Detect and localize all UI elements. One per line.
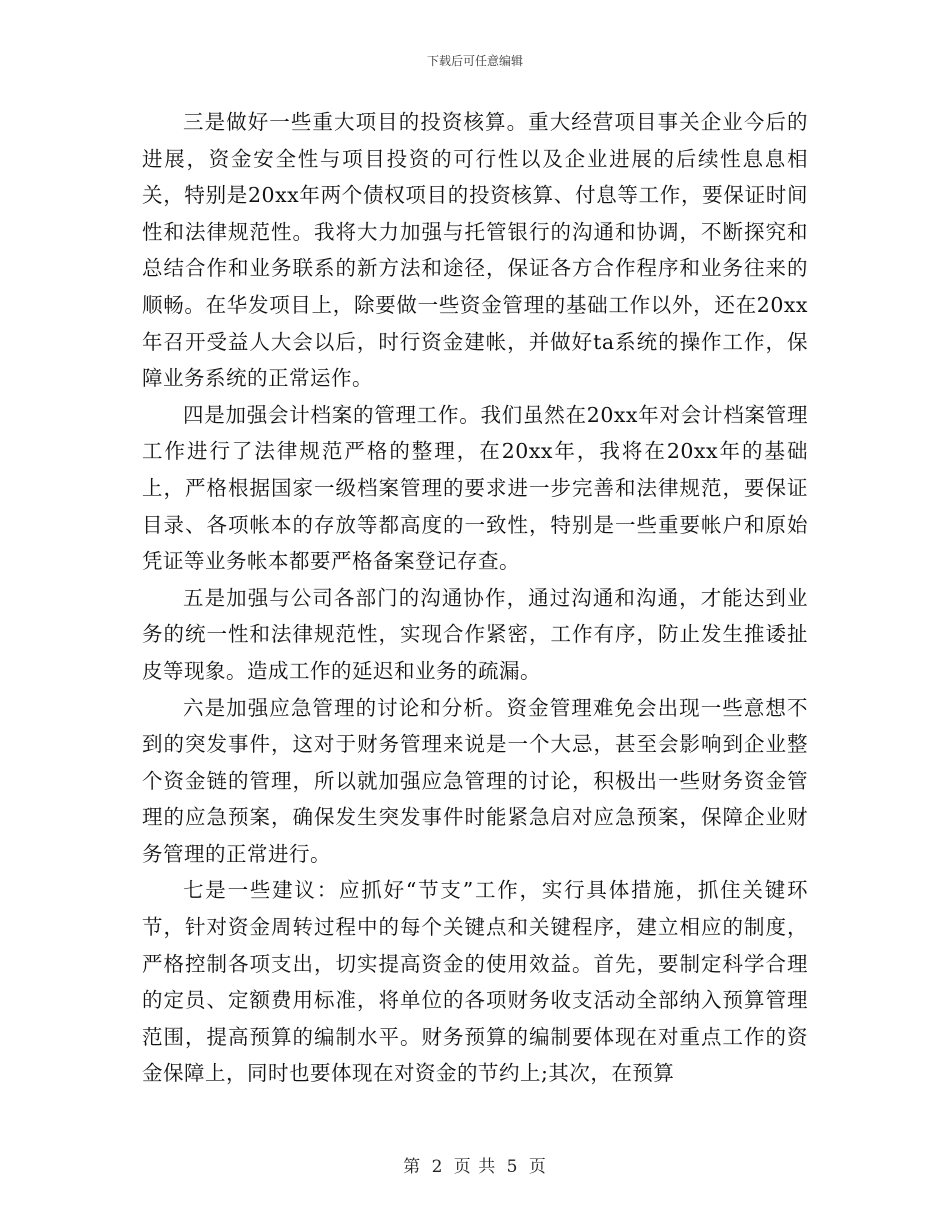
page-header: 下载后可任意编辑 [426,54,523,68]
page-footer [0,1152,950,1177]
document-body [142,104,808,1092]
footer-current-page: 2 [431,1157,444,1177]
paragraph-4: 四是加强会计档案的管理工作。我们虽然在20xx年对会计档案管理工作进行了法律规范严格的整理，在20xx年，我将在20xx年的基础上，严格根据国家一级档案管理的要求进一步完善和法律规范，要保证目录、各项帐本的存放等都高度的一致性，特别是一些重要帐户和原始凭证等业务帐本都要严格备案登记存查。 [142,402,808,574]
paragraph-7: 七是一些建议：应抓好“节支”工作，实行具体措施，抓住关键环节，针对资金周转过程中的每个关键点和关键程序，建立相应的制度，严格控制各项支出，切实提高资金的使用效益。首先，要制定科学合理的定员、定额费用标准，将单位的各项财务收支活动全部纳入预算管理范围，提高预算的编制水平。财务预算的编制要体现在对重点工作的资金保障上，同时也要体现在对资金的节约上;其次，在预算 [142,878,808,1086]
footer-prefix: 第 [403,1157,422,1177]
footer-middle: 页 共 [453,1157,497,1177]
paragraph-6: 六是加强应急管理的讨论和分析。资金管理难免会出现一些意想不到的突发事件，这对于财务管理来说是一个大忌，甚至会影响到企业整个资金链的管理，所以就加强应急管理的讨论，积极出一些财务资金管理的应急预案，确保发生突发事件时能紧急启对应急预案，保障企业财务管理的正常进行。 [142,695,808,866]
paragraph-3: 三是做好一些重大项目的投资核算。重大经营项目事关企业今后的进展，资金安全性与项目投资的可行性以及企业进展的后续性息息相关，特别是20xx年两个债权项目的投资核算、付息等工作，要保证时间性和法律规范性。我将大力加强与托管银行的沟通和协调，不断探究和总结合作和业务联系的新方法和途径，保证各方合作程序和业务往来的顺畅。在华发项目上，除要做一些资金管理的基础工作以外，还在20xx年召开受益人大会以后，时行资金建帐，并做好ta系统的操作工作，保障业务系统的正常运作。 [142,110,808,391]
paragraph-5: 五是加强与公司各部门的沟通协作，通过沟通和沟通，才能达到业务的统一性和法律规范性，实现合作紧密，工作有序，防止发生推诿扯皮等现象。造成工作的延迟和业务的疏漏。 [142,585,808,683]
footer-suffix: 页 [528,1157,547,1177]
footer-total-pages: 5 [506,1157,519,1177]
